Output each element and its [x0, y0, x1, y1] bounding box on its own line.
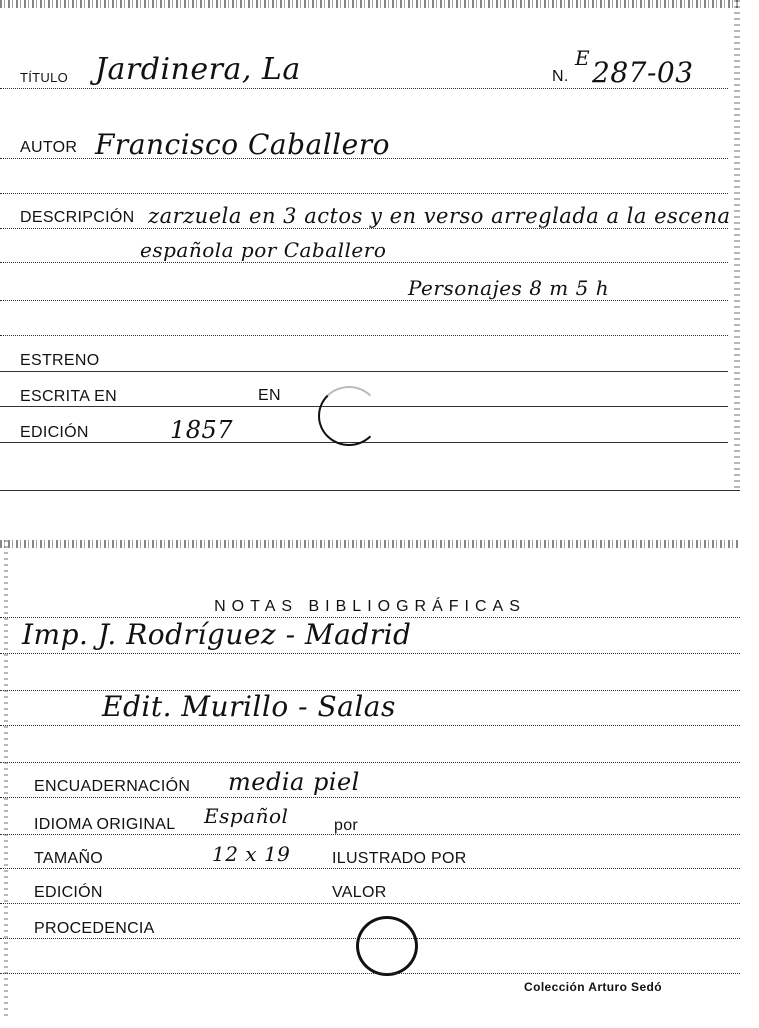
- stamp-mark: [356, 916, 418, 976]
- rule: [0, 797, 740, 798]
- rule: [0, 653, 740, 654]
- original-language-value: Español: [204, 804, 289, 828]
- note-line2: Edit. Murillo - Salas: [102, 690, 396, 723]
- card-edge: [0, 540, 740, 548]
- title-value: Jardinera, La: [95, 52, 301, 87]
- edition-label-bottom: EDICIÓN: [34, 884, 103, 901]
- binding-label: ENCUADERNACIÓN: [34, 778, 191, 795]
- rule: [0, 335, 728, 336]
- written-in-label: ESCRITA EN: [20, 388, 117, 405]
- edition-value: 1857: [170, 416, 234, 444]
- author-label: AUTOR: [20, 139, 78, 156]
- characters-note: Personajes 8 m 5 h: [408, 276, 610, 300]
- card-edge: [0, 0, 740, 8]
- rule: [0, 158, 728, 159]
- rule: [0, 725, 740, 726]
- rule: [0, 88, 728, 89]
- catalog-card-notes: [0, 540, 740, 1020]
- collection-credit: Colección Arturo Sedó: [524, 980, 662, 994]
- size-value: 12 x 19: [212, 842, 291, 866]
- rule: [0, 762, 740, 763]
- title-label: TÍTULO: [20, 70, 69, 85]
- rule: [0, 868, 740, 869]
- edition-label: EDICIÓN: [20, 424, 89, 441]
- premiere-label: ESTRENO: [20, 352, 100, 369]
- number-value: 287-03: [592, 56, 694, 89]
- by-label: por: [334, 817, 359, 834]
- in-label: EN: [258, 387, 281, 404]
- rule: [0, 262, 728, 263]
- rule: [0, 193, 728, 194]
- card-edge: [734, 0, 740, 492]
- notes-heading: NOTAS BIBLIOGRÁFICAS: [214, 598, 526, 615]
- illustrated-label: ILUSTRADO POR: [332, 850, 467, 867]
- binding-value: media piel: [228, 768, 360, 796]
- stamp-mark: [318, 386, 380, 446]
- rule: [0, 903, 740, 904]
- rule: [0, 228, 728, 229]
- rule: [0, 973, 740, 974]
- rule: [0, 834, 740, 835]
- size-label: TAMAÑO: [34, 850, 104, 867]
- original-language-label: IDIOMA ORIGINAL: [34, 816, 176, 833]
- value-label: VALOR: [332, 884, 387, 901]
- rule: [0, 690, 740, 691]
- number-prefix: E: [575, 46, 591, 70]
- number-label: N.: [552, 68, 569, 85]
- note-line1: Imp. J. Rodríguez - Madrid: [22, 618, 412, 651]
- rule: [0, 490, 740, 491]
- author-value: Francisco Caballero: [95, 128, 390, 161]
- description-label: DESCRIPCIÓN: [20, 209, 135, 226]
- rule: [0, 371, 728, 372]
- description-line2: española por Caballero: [140, 238, 387, 262]
- catalog-card-main: [0, 0, 740, 492]
- description-line1: zarzuela en 3 actos y en verso arreglada a la escena: [148, 204, 731, 228]
- rule: [0, 300, 728, 301]
- provenance-label: PROCEDENCIA: [34, 920, 155, 937]
